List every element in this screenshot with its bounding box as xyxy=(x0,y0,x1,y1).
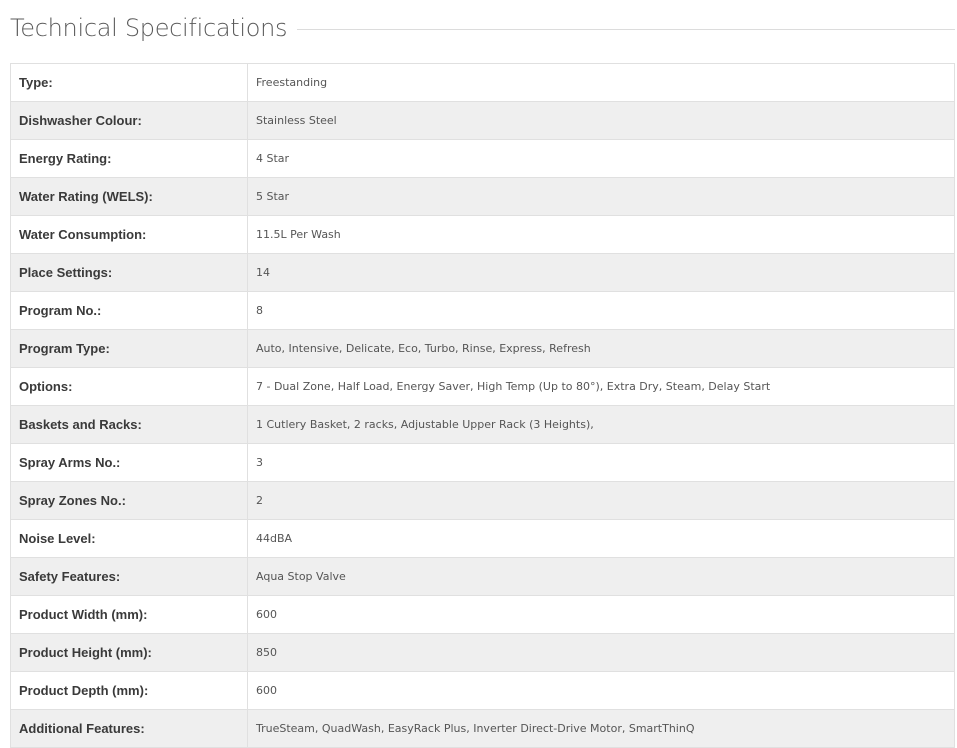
spec-label: Product Width (mm): xyxy=(11,596,248,634)
heading-divider xyxy=(297,29,955,30)
table-row xyxy=(11,102,955,140)
spec-label: Program Type: xyxy=(11,330,248,368)
spec-value: 2 xyxy=(248,482,955,520)
table-row xyxy=(11,330,955,368)
spec-value: 5 Star xyxy=(248,178,955,216)
table-row xyxy=(11,634,955,672)
spec-value: 7 - Dual Zone, Half Load, Energy Saver, High Temp (Up to 80°), Extra Dry, Steam, Delay Start xyxy=(248,368,955,406)
table-row xyxy=(11,672,955,710)
spec-label: Spray Zones No.: xyxy=(11,482,248,520)
spec-label: Water Rating (WELS): xyxy=(11,178,248,216)
spec-label: Dishwasher Colour: xyxy=(11,102,248,140)
table-row xyxy=(11,368,955,406)
spec-value: 3 xyxy=(248,444,955,482)
spec-label: Program No.: xyxy=(11,292,248,330)
section-heading xyxy=(10,10,955,46)
spec-value: TrueSteam, QuadWash, EasyRack Plus, Inverter Direct-Drive Motor, SmartThinQ xyxy=(248,710,955,748)
table-row xyxy=(11,254,955,292)
table-row xyxy=(11,444,955,482)
spec-value: Stainless Steel xyxy=(248,102,955,140)
table-row xyxy=(11,558,955,596)
table-row xyxy=(11,520,955,558)
spec-value: Freestanding xyxy=(248,64,955,102)
page-title: Technical Specifications xyxy=(10,14,288,42)
spec-value: 14 xyxy=(248,254,955,292)
spec-label: Safety Features: xyxy=(11,558,248,596)
spec-label: Place Settings: xyxy=(11,254,248,292)
spec-value: 600 xyxy=(248,672,955,710)
spec-label: Spray Arms No.: xyxy=(11,444,248,482)
spec-value: 4 Star xyxy=(248,140,955,178)
spec-label: Energy Rating: xyxy=(11,140,248,178)
spec-label: Noise Level: xyxy=(11,520,248,558)
spec-value: Auto, Intensive, Delicate, Eco, Turbo, Rinse, Express, Refresh xyxy=(248,330,955,368)
spec-value: 8 xyxy=(248,292,955,330)
spec-value: Aqua Stop Valve xyxy=(248,558,955,596)
spec-value: 11.5L Per Wash xyxy=(248,216,955,254)
spec-label: Baskets and Racks: xyxy=(11,406,248,444)
table-row xyxy=(11,406,955,444)
spec-value: 600 xyxy=(248,596,955,634)
specifications-table-body xyxy=(11,64,955,748)
spec-label: Water Consumption: xyxy=(11,216,248,254)
table-row xyxy=(11,596,955,634)
spec-label: Additional Features: xyxy=(11,710,248,748)
spec-label: Product Depth (mm): xyxy=(11,672,248,710)
spec-label: Type: xyxy=(11,64,248,102)
table-row xyxy=(11,482,955,520)
table-row xyxy=(11,178,955,216)
table-row xyxy=(11,710,955,748)
spec-value: 850 xyxy=(248,634,955,672)
spec-label: Product Height (mm): xyxy=(11,634,248,672)
table-row xyxy=(11,216,955,254)
spec-value: 1 Cutlery Basket, 2 racks, Adjustable Upper Rack (3 Heights), xyxy=(248,406,955,444)
spec-label: Options: xyxy=(11,368,248,406)
specifications-table xyxy=(10,63,955,748)
table-row xyxy=(11,140,955,178)
table-row xyxy=(11,64,955,102)
table-row xyxy=(11,292,955,330)
spec-value: 44dBA xyxy=(248,520,955,558)
